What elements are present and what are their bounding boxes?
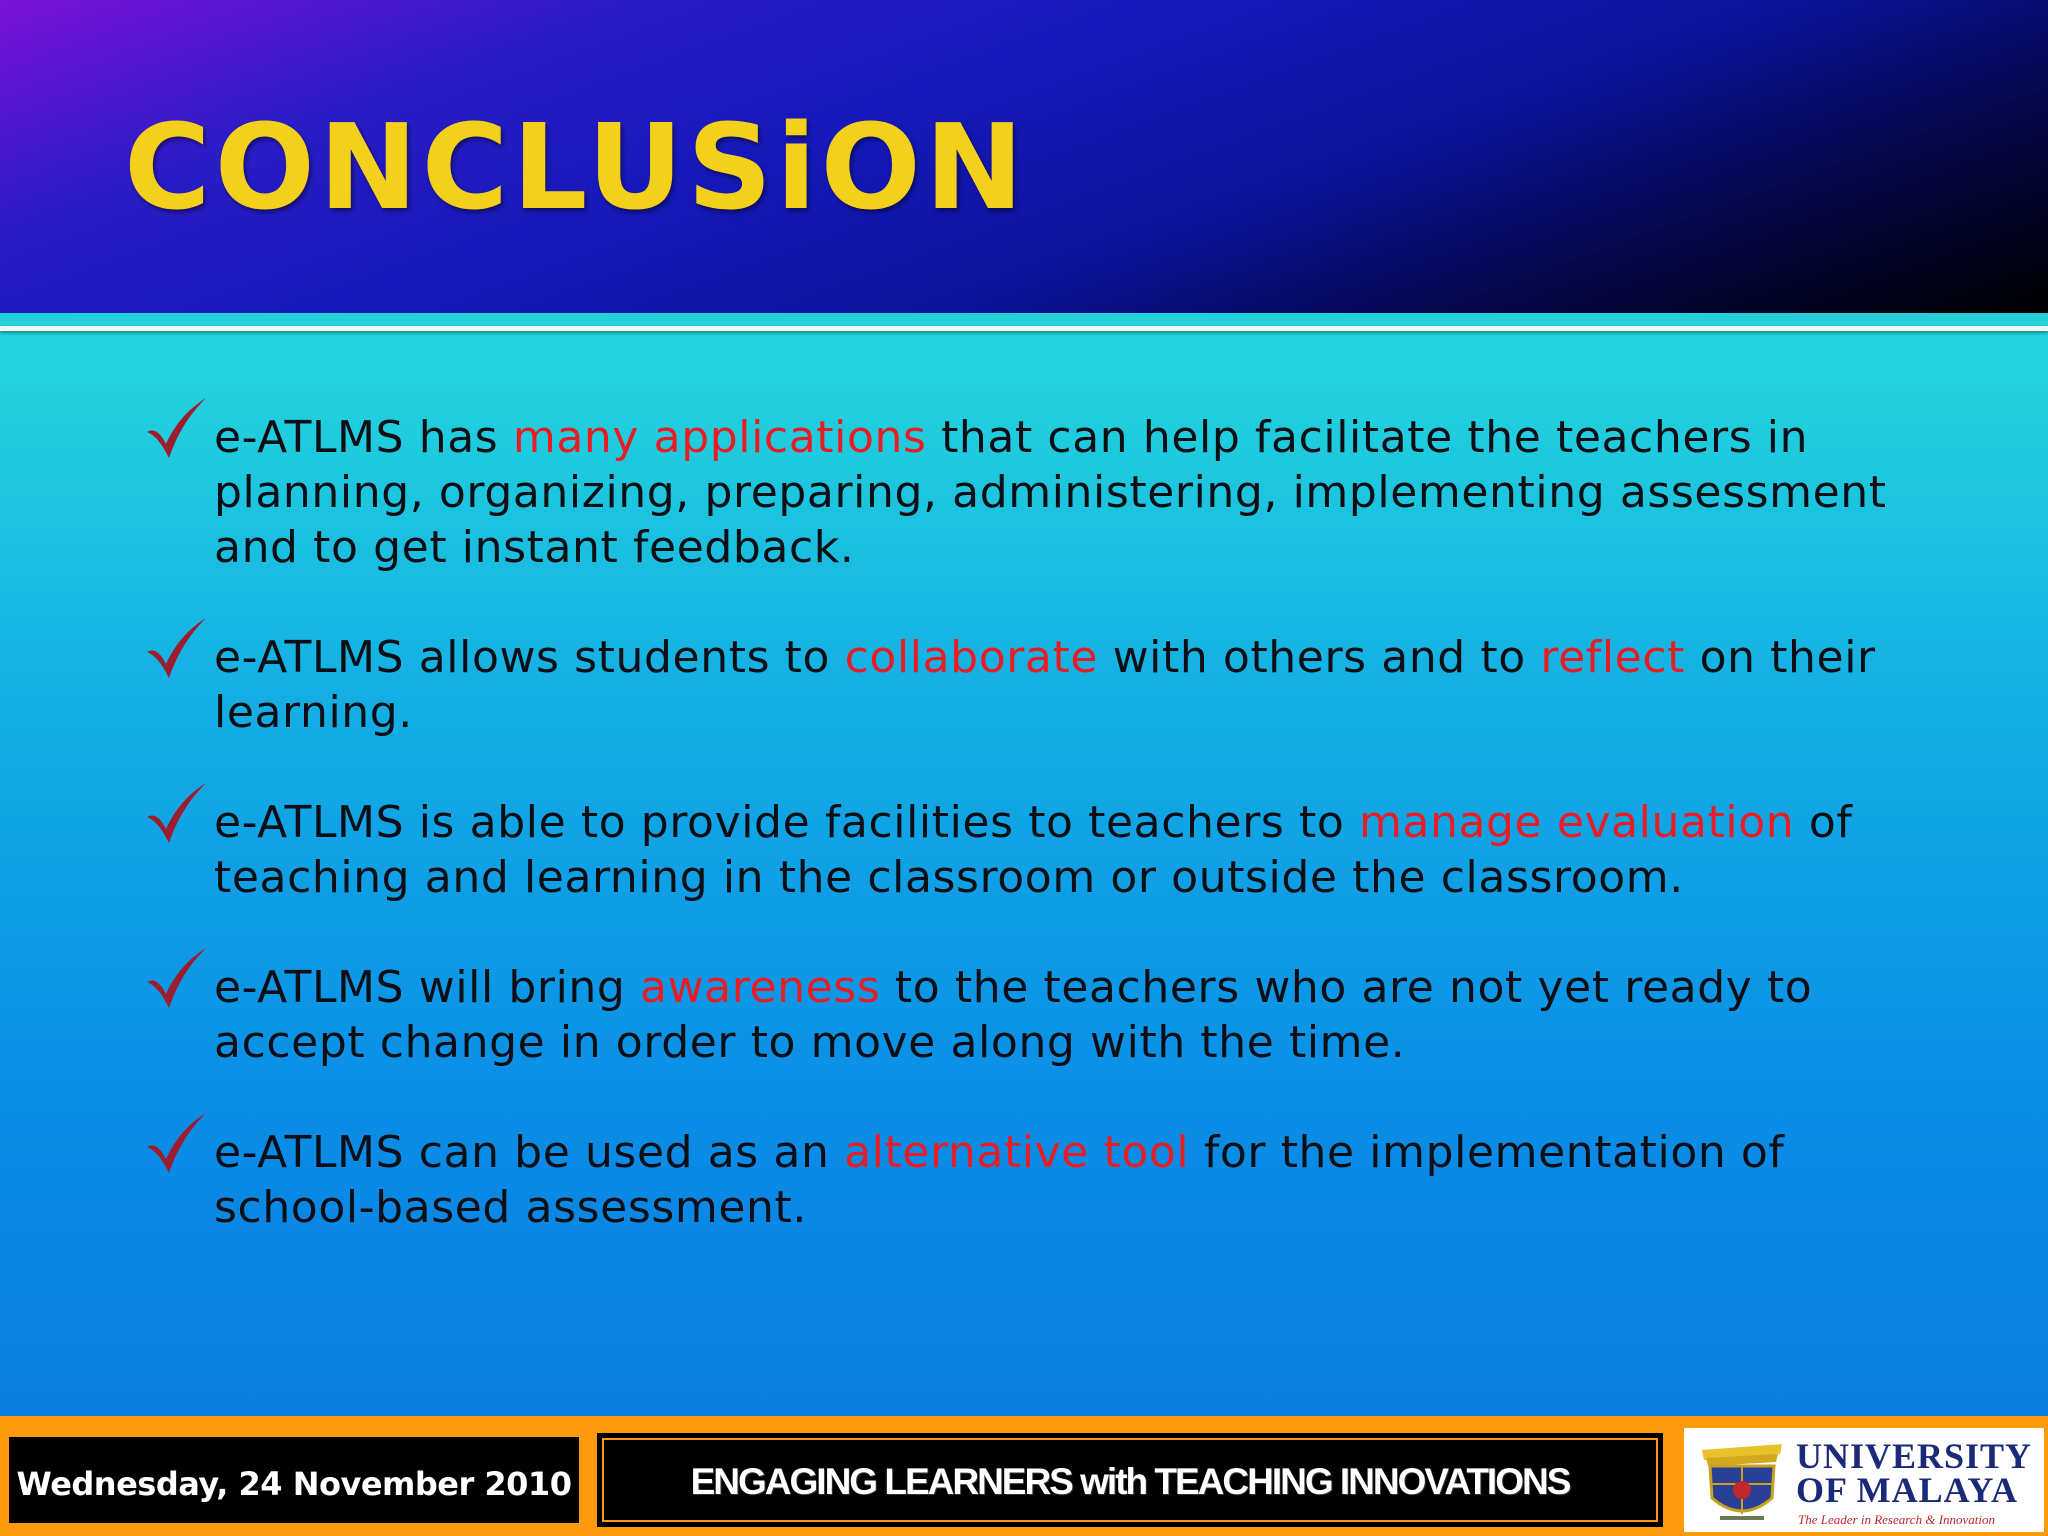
checkmark-icon bbox=[144, 783, 208, 845]
header-divider bbox=[0, 313, 2048, 321]
bullet-item bbox=[140, 630, 1920, 740]
bullet-highlight: reflect bbox=[1540, 632, 1685, 683]
footer-date: Wednesday, 24 November 2010 bbox=[16, 1465, 572, 1503]
checkmark-icon bbox=[144, 948, 208, 1010]
header-divider-line bbox=[0, 326, 2048, 331]
logo-tagline: The Leader in Research & Innovation bbox=[1798, 1512, 1996, 1527]
university-logo bbox=[1680, 1424, 2048, 1536]
bullet-text: that can help facilitate the teachers in planning, organizing, preparing, administering, implementing assessment and to get instant feedback. bbox=[214, 412, 1887, 573]
bullet-text: with others and to bbox=[1098, 632, 1541, 683]
bullet-highlight: alternative tool bbox=[844, 1127, 1190, 1178]
bullet-text: e-ATLMS has bbox=[214, 412, 513, 463]
bullet-text: e-ATLMS is able to provide facilities to teachers to bbox=[214, 797, 1359, 848]
checkmark-icon bbox=[144, 1113, 208, 1175]
bullet-list bbox=[140, 410, 1920, 1235]
bullet-item bbox=[140, 960, 1920, 1070]
bullet-item bbox=[140, 410, 1920, 575]
footer-banner-box bbox=[594, 1430, 1666, 1530]
footer-date-box bbox=[6, 1434, 582, 1526]
bullet-highlight: collaborate bbox=[844, 632, 1098, 683]
bullet-text: of teaching and learning in the classroom or outside the classroom. bbox=[214, 797, 1853, 903]
bullet-text: e-ATLMS will bring bbox=[214, 962, 641, 1013]
bullet-item bbox=[140, 795, 1920, 905]
bullet-highlight: manage evaluation bbox=[1358, 797, 1795, 848]
bullet-text: e-ATLMS allows students to bbox=[214, 632, 845, 683]
bullet-text: on their learning. bbox=[214, 632, 1876, 738]
bullet-text: to the teachers who are not yet ready to accept change in order to move along with the time. bbox=[214, 962, 1813, 1068]
university-crest-icon bbox=[1700, 1440, 1784, 1524]
checkmark-icon bbox=[144, 398, 208, 460]
bullet-highlight: awareness bbox=[640, 962, 881, 1013]
header-band bbox=[0, 0, 2048, 313]
bullet-text: for the implementation of school-based assessment. bbox=[214, 1127, 1785, 1233]
logo-line-1: UNIVERSITY bbox=[1796, 1436, 2033, 1476]
checkmark-icon bbox=[144, 618, 208, 680]
slide-title: CONCLUSiON bbox=[124, 98, 1028, 236]
logo-line-2: OF MALAYA bbox=[1796, 1470, 2019, 1510]
bullet-highlight: many applications bbox=[512, 412, 927, 463]
bullet-item bbox=[140, 1125, 1920, 1235]
bullet-text: e-ATLMS can be used as an bbox=[214, 1127, 845, 1178]
footer-banner: ENGAGING LEARNERS with TEACHING INNOVATIONS bbox=[690, 1461, 1570, 1502]
